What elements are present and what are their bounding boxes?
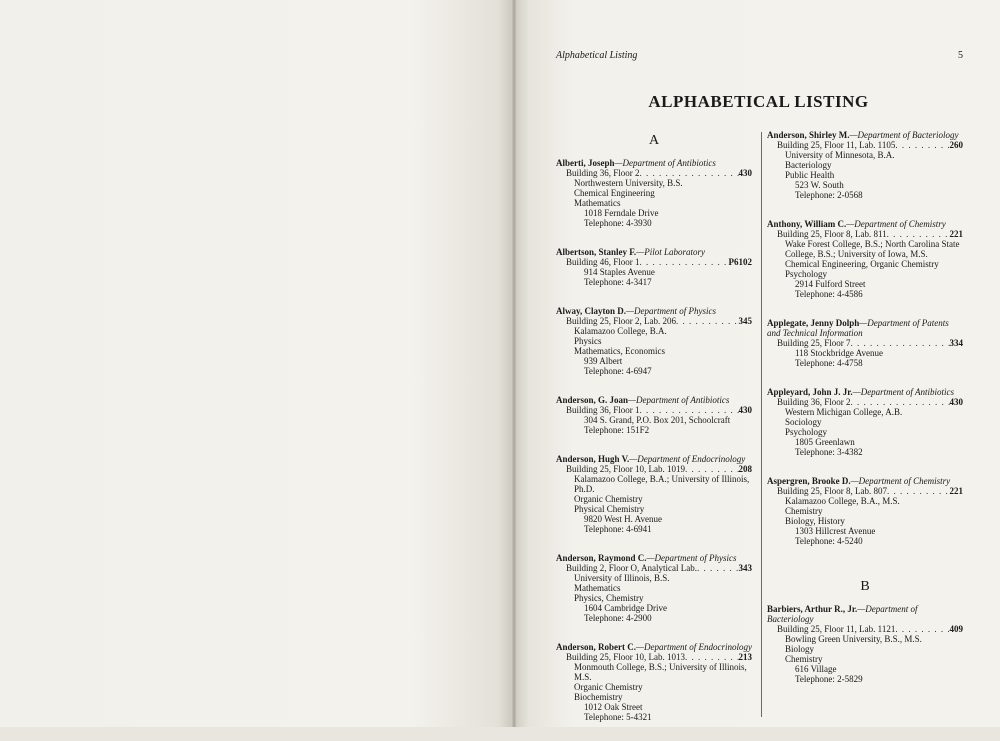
entry-heading [767,219,963,229]
location: Building 36, Floor 1 [566,405,640,415]
education-line: Psychology [785,269,828,279]
room-number: 345 [738,316,752,326]
location-line [767,397,963,407]
location: Building 25, Floor 10, Lab. 1013 [566,652,685,662]
entry-heading [556,306,752,316]
directory-entry [556,247,752,287]
education-line: Chemistry [785,654,823,664]
location-line [556,257,752,267]
telephone: Telephone: 4-3930 [584,218,652,228]
running-header: Alphabetical Listing [556,50,638,61]
telephone: Telephone: 4-2900 [584,613,652,623]
education-line: Western Michigan College, A.B. [785,407,903,417]
room-number: 213 [738,652,752,662]
education-line: Kalamazoo College, B.A.; University of Illinois, Ph.D. [574,474,750,494]
location-line [767,229,963,239]
education-line: Physical Chemistry [574,504,645,514]
room-number: 208 [738,464,752,474]
person-name: Barbiers, Arthur R., Jr. [767,604,858,614]
department: —Department of Patents and Technical Information [767,318,949,338]
home-address: 1012 Oak Street [584,702,643,712]
department: —Department of Antibiotics [614,158,716,168]
location: Building 25, Floor 8, Lab. 811 [777,229,887,239]
education-line: Sociology [785,417,822,427]
telephone: Telephone: 3-4382 [795,447,863,457]
department: —Department of Physics [626,306,717,316]
leader-dots [851,338,950,348]
education-line: Physics [574,336,602,346]
telephone: Telephone: 4-3417 [584,277,652,287]
entry-heading [767,604,963,624]
location: Building 25, Floor 7 [777,338,851,348]
location: Building 36, Floor 2 [777,397,851,407]
department: —Department of Antibiotics [628,395,730,405]
room-number: P6102 [728,257,752,267]
directory-entry [556,395,752,435]
room-number: 409 [949,624,963,634]
location: Building 25, Floor 11, Lab. 1121 [777,624,896,634]
location-line [767,338,963,348]
telephone: Telephone: 4-5240 [795,536,863,546]
location-line [767,486,963,496]
room-number: 260 [949,140,963,150]
education-line: Kalamazoo College, B.A., M.S. [785,496,900,506]
education-line: Mathematics, Economics [574,346,665,356]
room-number: 430 [949,397,963,407]
department: —Department of Chemistry [846,219,946,229]
person-name: Albertson, Stanley F. [556,247,637,257]
directory-entry [767,318,963,368]
entry-heading [556,454,752,464]
entry-heading [767,476,963,486]
right-column [767,130,963,703]
education-line: Chemical Engineering [574,188,655,198]
entry-heading [556,158,752,168]
education-line: Organic Chemistry [574,494,643,504]
telephone: Telephone: 5-4321 [584,712,652,722]
telephone: Telephone: 4-6941 [584,524,652,534]
home-address: 616 Village [795,664,837,674]
person-name: Anderson, G. Joan [556,395,629,405]
education-line: Biology [785,644,815,654]
education-line: Northwestern University, B.S. [574,178,683,188]
leader-dots [887,229,950,239]
directory-entry [767,219,963,299]
location-line [556,405,752,415]
entry-heading [556,395,752,405]
page-title: ALPHABETICAL LISTING [648,92,869,111]
department: —Department of Endocrinology [636,642,752,652]
location: Building 25, Floor 8, Lab. 807 [777,486,887,496]
location-line [556,464,752,474]
leader-dots [697,563,739,573]
education-line: Wake Forest College, B.S.; North Carolina State College, B.S.; University of Iowa, M.S. [785,239,960,259]
location-line [556,316,752,326]
leader-dots [895,624,949,634]
home-address: 914 Staples Avenue [584,267,655,277]
section-letter-b: B [860,579,870,594]
education-line: University of Minnesota, B.A. [785,150,895,160]
location-line [556,168,752,178]
entry-heading [556,247,752,257]
entry-list-left [556,158,752,722]
home-address: 1303 Hillcrest Avenue [795,526,876,536]
home-address: 9820 West H. Avenue [584,514,662,524]
education-line: Biochemistry [574,692,623,702]
education-line: Mathematics [574,583,621,593]
room-number: 221 [949,229,963,239]
directory-entry [767,476,963,546]
entry-heading [767,130,963,140]
department: —Department of Bacteriology [849,130,959,140]
entry-heading [556,553,752,563]
room-number: 343 [738,563,752,573]
room-number: 334 [949,338,963,348]
leader-dots [851,397,950,407]
education-line: Chemistry [785,506,823,516]
education-line: Chemical Engineering, Organic Chemistry [785,259,939,269]
location-line [767,140,963,150]
telephone: Telephone: 2-0568 [795,190,863,200]
leader-dots [685,652,739,662]
education-line: University of Illinois, B.S. [574,573,670,583]
education-line: Physics, Chemistry [574,593,644,603]
home-address: 1805 Greenlawn [795,437,855,447]
department: —Department of Endocrinology [629,454,746,464]
entry-heading [556,642,752,652]
directory-entry [556,158,752,228]
entry-heading [767,318,963,338]
person-name: Alberti, Joseph [556,158,615,168]
directory-entry [767,387,963,457]
entry-list-right-b [767,604,963,684]
education-line: Bacteriology [785,160,832,170]
telephone: Telephone: 4-4586 [795,289,863,299]
home-address: 1604 Cambridge Drive [584,603,667,613]
department: —Department of Antibiotics [852,387,955,397]
department: —Department of Chemistry [850,476,951,486]
location-line [556,652,752,662]
department: —Department of Physics [646,553,737,563]
telephone: Telephone: 2-5829 [795,674,863,684]
location-line [556,563,752,573]
directory-entry [767,604,963,684]
person-name: Alway, Clayton D. [556,306,627,316]
location: Building 25, Floor 10, Lab. 1019 [566,464,685,474]
book-gutter [511,0,517,727]
education-line: Public Health [785,170,835,180]
location: Building 25, Floor 11, Lab. 1105 [777,140,896,150]
directory-entry [767,130,963,200]
home-address: 118 Stockbridge Avenue [795,348,883,358]
location: Building 2, Floor O, Analytical Lab. [566,563,697,573]
education-line: Biology, History [785,516,845,526]
directory-entry [556,553,752,623]
education-line: Bowling Green University, B.S., M.S. [785,634,922,644]
home-address: 939 Albert [584,356,623,366]
home-address: 523 W. South [795,180,844,190]
leader-dots [640,405,739,415]
telephone: Telephone: 151F2 [584,425,650,435]
room-number: 430 [738,405,752,415]
directory-entry [556,642,752,722]
room-number: 430 [738,168,752,178]
entry-list-right [767,130,963,546]
directory-entry [556,306,752,376]
directory-entry [556,454,752,534]
person-name: Anthony, William C. [767,219,847,229]
person-name: Anderson, Robert C. [556,642,636,652]
department: —Pilot Laboratory [636,247,705,257]
room-number: 221 [949,486,963,496]
left-column [556,130,752,741]
page-number: 5 [958,50,963,61]
person-name: Applegate, Jenny Dolph [767,318,860,328]
telephone: Telephone: 4-4758 [795,358,863,368]
education-line: Kalamazoo College, B.A. [574,326,667,336]
leader-dots [895,140,949,150]
home-address: 2914 Fulford Street [795,279,866,289]
location: Building 46, Floor 1 [566,257,640,267]
leader-dots [640,168,739,178]
education-line: Monmouth College, B.S.; University of Illinois, M.S. [574,662,747,682]
education-line: Psychology [785,427,828,437]
location-line [767,624,963,634]
location: Building 36, Floor 2 [566,168,640,178]
education-line: Organic Chemistry [574,682,643,692]
person-name: Appleyard, John J. Jr. [767,387,853,397]
person-name: Anderson, Raymond C. [556,553,647,563]
leader-dots [640,257,729,267]
leader-dots [887,486,950,496]
leader-dots [676,316,739,326]
telephone: Telephone: 4-6947 [584,366,652,376]
person-name: Anderson, Shirley M. [767,130,850,140]
education-line: Mathematics [574,198,621,208]
home-address: 1018 Ferndale Drive [584,208,659,218]
entry-heading [767,387,963,397]
department: —Department of Bacteriology [767,604,918,624]
column-divider [761,132,762,717]
leader-dots [685,464,739,474]
home-address: 304 S. Grand, P.O. Box 201, Schoolcraft [584,415,731,425]
section-letter-a: A [648,133,660,148]
person-name: Aspergren, Brooke D. [767,476,851,486]
location: Building 25, Floor 2, Lab. 206 [566,316,676,326]
person-name: Anderson, Hugh V. [556,454,630,464]
